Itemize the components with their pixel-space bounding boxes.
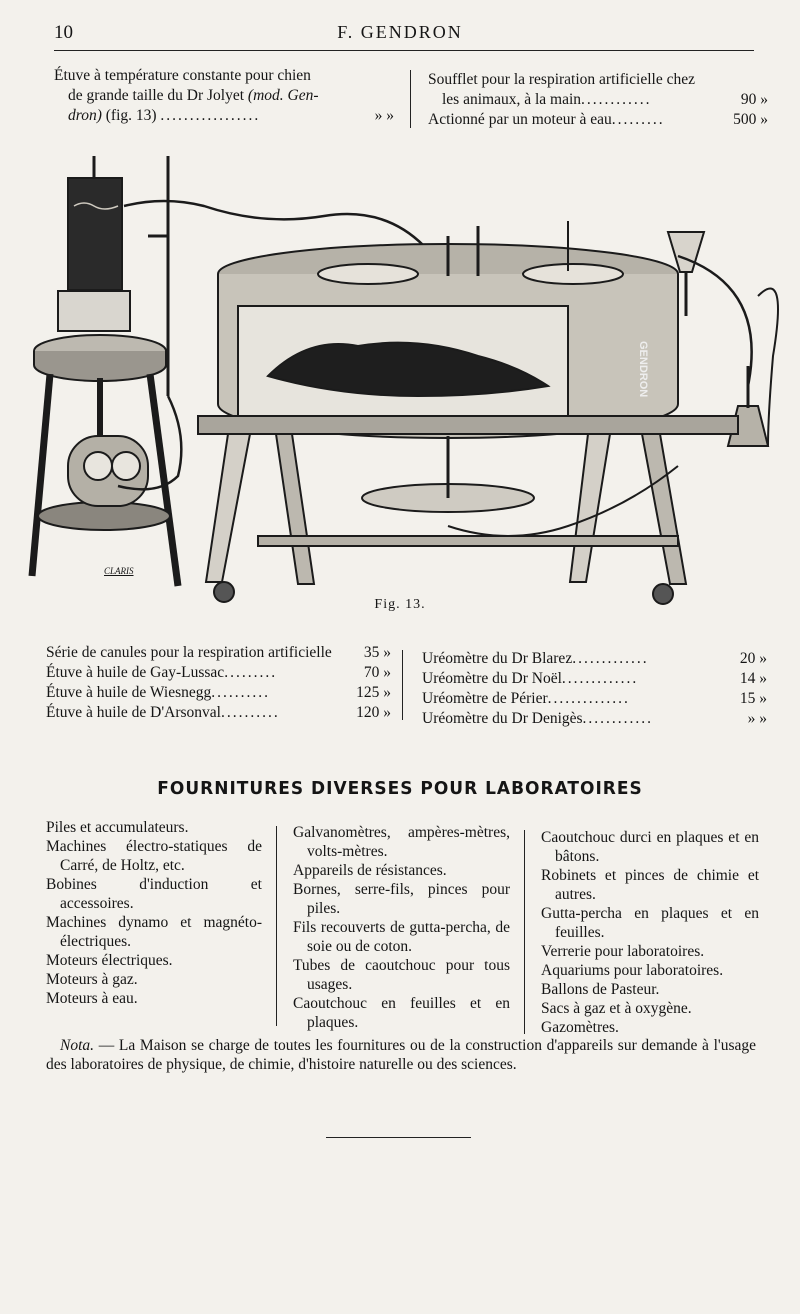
supply-item: Moteurs à gaz. [46,971,138,988]
entry-label-italic: (mod. Gen- [247,87,319,104]
brand-label: GENDRON [637,341,649,398]
listing-line [422,649,767,669]
listing-line [422,709,767,729]
entry-price: » » [747,710,767,727]
supply-item: Moteurs à eau. [46,990,138,1007]
listing-line [54,66,394,86]
entry-price: » » [374,107,394,124]
entry-price: 14 » [739,670,767,687]
leader-dots: ............ [581,91,652,108]
supply-item: Tubes de caoutchouc pour tous usages. [293,957,510,993]
entry-label: de grande taille du Dr Jolyet [68,87,248,104]
entry-label: Étuve à température constante pour chien [54,67,311,84]
listing-line [54,106,394,126]
listing-line [428,110,768,130]
column-divider [276,826,277,1026]
engraver-signature: CLARIS [104,566,134,576]
top-right-listing [428,70,768,130]
entry-label: Étuve à huile de Wiesnegg [46,684,212,701]
entry-label: Uréomètre du Dr Noël [422,670,562,687]
supply-item: Bornes, serre-fils, pinces pour piles. [293,881,510,917]
listing-line [428,70,768,90]
nota-paragraph [46,1036,756,1074]
leader-dots: ......... [611,111,665,128]
leader-dots: ............. [561,670,639,687]
leader-dots: ............. [572,650,649,667]
supplies-column-2 [293,823,510,1032]
entry-label: Uréomètre du Dr Denigès [422,710,583,727]
nota-text: — La Maison se charge de toutes les fournitures ou de la construction d'appareils sur demande à l'usage des laboratoires de physique, de chimie, d'histoire naturelle ou des sciences. [46,1037,756,1073]
supply-item: Aquariums pour laboratoires. [541,962,724,979]
leader-dots: ......... [224,664,278,681]
entry-label: Actionné par un moteur à eau [428,111,612,128]
supplies-column-1 [46,818,262,1008]
leader-dots: .......... [211,684,270,701]
listing-line [428,90,768,110]
entry-label: Série de canules pour la respiration artificielle [46,644,332,661]
supply-item: Machines électro-statiques de Carré, de Holtz, etc. [46,838,262,874]
supply-item: Appareils de résistances. [293,862,447,879]
page-number: 10 [54,22,73,43]
supply-item: Moteurs électriques. [46,952,173,969]
entry-price: 15 » [739,690,767,707]
top-left-listing [54,66,394,126]
entry-label: Uréomètre du Dr Blarez [422,650,573,667]
entry-price: 70 » [363,664,391,681]
entry-price: 500 » [733,111,768,128]
supply-item: Ballons de Pasteur. [541,981,660,998]
entry-price: 35 » [363,644,391,661]
regulator-base [58,291,130,331]
leader-dots: ............ [582,710,654,727]
supply-item: Piles et accumulateurs. [46,819,189,836]
figure-engraving [28,146,780,616]
supply-item: Bobines d'induction et accessoires. [46,876,262,912]
supply-item: Sacs à gaz et à oxygène. [541,1000,692,1017]
listing-line [46,683,391,703]
leader-dots: .......... [220,704,280,721]
supply-item: Caoutchouc durci en plaques et en bâtons. [541,829,759,865]
entry-price: 90 » [740,91,768,108]
entry-price: 125 » [356,684,391,701]
supply-item: Verrerie pour laboratoires. [541,943,705,960]
entry-label: (fig. 13) [101,107,157,124]
column-divider [410,70,411,128]
supply-item: Caoutchouc en feuilles et en plaques. [293,995,510,1031]
entry-label: les animaux, à la main [442,91,582,108]
leader-dots: .............. [547,690,630,707]
entry-price: 120 » [356,704,391,721]
figure-caption: Fig. 13. [374,597,426,612]
section-title: FOURNITURES DIVERSES POUR LABORATOIRES [157,778,643,800]
supplies-column-3 [541,828,759,1037]
regulator-cylinder [68,178,122,290]
nota-label: Nota. [60,1037,95,1054]
entry-label: Étuve à huile de D'Arsonval [46,704,221,721]
supply-item: Gazomètres. [541,1019,619,1036]
entry-label-italic: dron) [68,107,102,124]
listing-line [46,663,391,683]
supply-item: Fils recouverts de gutta-percha, de soie ou de coton. [293,919,510,955]
supply-item: Robinets et pinces de chimie et autres. [541,867,759,903]
listing-line [422,669,767,689]
supply-item: Gutta-percha en plaques et en feuilles. [541,905,759,941]
listing-line [46,643,391,663]
table-top [198,416,738,434]
listing-line [54,86,394,106]
supply-item: Machines dynamo et magnéto-électriques. [46,914,262,950]
mid-right-listing [422,649,767,729]
column-divider [402,650,403,720]
listing-line [46,703,391,723]
closing-rule [326,1137,471,1138]
header-rule [54,50,754,51]
supply-item: Galvanomètres, ampères-mètres, volts-mètres. [293,824,510,860]
entry-label: Soufflet pour la respiration artificielle chez [428,71,695,88]
column-divider [524,830,525,1034]
entry-label: Uréomètre de Périer [422,690,548,707]
running-head: F. GENDRON [337,22,463,42]
mid-left-listing [46,643,391,723]
entry-label: Étuve à huile de Gay-Lussac [46,664,225,681]
listing-line [422,689,767,709]
entry-price: 20 » [739,650,767,667]
leader-dots: ................. [160,107,261,124]
